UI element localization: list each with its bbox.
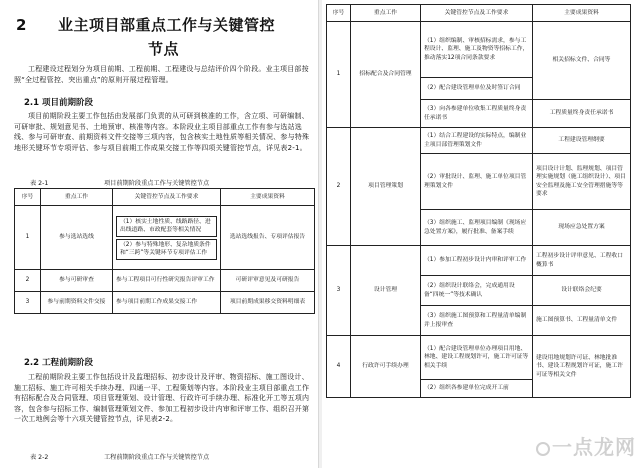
node-item: （3）组织施工图预算和工程量清单编制并上报审查 xyxy=(421,306,533,336)
col-header-no: 序号 xyxy=(327,5,351,22)
row-work: 参与选站选线 xyxy=(41,206,113,270)
left-page xyxy=(0,0,318,468)
table-2-2-caption: 工程前期阶段重点工作与关键管控节点 xyxy=(104,454,210,461)
node-item: （2）审批设计、监理、施工单位项目管理策划文件 xyxy=(421,154,533,210)
table-row xyxy=(15,270,315,292)
table-row xyxy=(15,292,315,314)
row-no: 1 xyxy=(15,206,41,270)
chapter-title-line2: 节点 xyxy=(148,40,180,58)
row-work: 行政许可手续办理 xyxy=(351,336,421,398)
table-row xyxy=(327,128,631,154)
col-header-output: 主要成果资料 xyxy=(533,5,631,22)
row-nodes xyxy=(113,270,221,292)
row-no: 1 xyxy=(327,22,351,128)
row-no: 3 xyxy=(327,246,351,336)
table-header-row xyxy=(15,189,315,206)
section-heading-2-2: 2.2 工程前期阶段 xyxy=(24,358,94,368)
row-work: 参与可研审查 xyxy=(41,270,113,292)
row-output: 施工图预算书、工程量清单文件 xyxy=(533,306,631,336)
table-2-2-number: 表 2-2 xyxy=(30,454,49,461)
row-output: 工程建设管理纲要 xyxy=(533,128,631,154)
right-page xyxy=(322,0,640,468)
node-item: （2）组织各参建单位完成开工前 xyxy=(421,380,533,398)
watermark-text: 一点龙网 xyxy=(552,435,636,459)
row-work: 招标配合及合同管理 xyxy=(351,22,421,128)
table-header-row xyxy=(327,5,631,22)
row-output: 工程质量终身责任承诺书 xyxy=(533,100,631,128)
row-no: 3 xyxy=(15,292,41,314)
row-output: 项目前期成果移交资料明细表 xyxy=(221,292,315,314)
row-output: 设计联络会纪要 xyxy=(533,276,631,306)
col-header-nodes: 关键管控节点及工作要求 xyxy=(421,5,533,22)
node-item: （1）参加工程初步设计内审和评审工作 xyxy=(421,246,533,276)
col-header-no: 序号 xyxy=(15,189,41,206)
table-row xyxy=(327,246,631,276)
node-item: （2）配合建设管理单位及时签订合同 xyxy=(421,78,533,100)
node-item: （1）结合工程建设的实际特点，编制业主项目部管理策划文件 xyxy=(421,128,533,154)
col-header-work: 重点工作 xyxy=(351,5,421,22)
section-2-1-paragraph: 项目前期阶段主要工作包括由发展部门负责的从可研到核准的工作，含立项、可研编制、可研审批、规划意见书、土地预审、核准等内容。本阶段业主项目部重点工作有参与选站选线、参与可研审查、前期资料文件交接等三项内容，包含核实土地性质等相关情况、参与特殊地形关键环节专项评估、参与项目前期工作成果交接工作等四项关键管控节点，详见表2-1。 xyxy=(14,112,310,152)
col-header-nodes: 关键管控节点及工作要求 xyxy=(113,189,221,206)
row-no: 4 xyxy=(327,336,351,398)
node-item: 参与工程项目可行性研究报告评审工作 xyxy=(116,277,215,284)
node-item: （2）参与特殊地形、复杂地质条件和“三跨”等关键环节专项评估工作 xyxy=(116,239,217,260)
table-2-1-caption: 项目前期阶段重点工作与关键管控节点 xyxy=(104,180,210,187)
col-header-work: 重点工作 xyxy=(41,189,113,206)
row-output: 选站选线报告、专项评估报告 xyxy=(221,206,315,270)
table-row xyxy=(327,22,631,78)
row-work: 设计管理 xyxy=(351,246,421,336)
table-2-2 xyxy=(326,4,631,398)
row-output: 相关招标文件、合同等 xyxy=(533,22,631,100)
table-row xyxy=(327,336,631,380)
table-2-1 xyxy=(14,188,315,314)
row-output: 工程初步设计评审意见、工程收口概算书 xyxy=(533,246,631,276)
chapter-title-line1: 业主项目部重点工作与关键管控 xyxy=(58,16,276,34)
node-item: （2）组织设计联络会，完成通用设备“四统一”等技术确认 xyxy=(421,276,533,306)
row-output: 可研评审意见及可研报告 xyxy=(221,270,315,292)
node-item: 参与项目前期工作成果交接工作 xyxy=(116,299,198,306)
table-2-1-number: 表 2-1 xyxy=(30,180,49,187)
table-row xyxy=(15,206,315,270)
row-nodes xyxy=(113,206,221,270)
col-header-output: 主要成果资料 xyxy=(221,189,315,206)
node-item: （3）向各参建单位收集工程质量终身责任承诺书 xyxy=(421,100,533,128)
row-nodes xyxy=(113,292,221,314)
row-work: 项目管理策划 xyxy=(351,128,421,246)
watermark-logo-icon xyxy=(536,442,550,456)
section-2-2-paragraph: 工程前期阶段主要工作包括设计及监理招标、初步设计及评审、物资招标、施工图设计、施工招标、施工许可相关手续办理、四通一平、工程策划等内容。本阶段业主项目部重点工作有招标配合及合同管理、项目管理策划、设计管理、行政许可手续办理、标准化开工等五项内容，包含参与招标工作、编制管理策划文件、参加工程初步设计内审和评审工作、组织召开第一次工地例会等十六项关键管控节点，详见表2-2。 xyxy=(14,373,310,423)
watermark xyxy=(536,431,636,460)
row-output: 现场应急处置方案 xyxy=(533,210,631,246)
chapter-number: 2 xyxy=(16,16,27,34)
node-item: （1）配合建设管理单位办理项目用地、林地、建设工程规划许可，施工许可证等相关手续 xyxy=(421,336,533,380)
node-item: （1）核实土地性质、线路路径、进出线道路、市政配套等相关情况 xyxy=(116,216,217,237)
row-output: 项目设计计划、监理规划、项目管理实施规划（施工组织设计）、项目安全监理及施工安全管理措施等等要求 xyxy=(533,154,631,210)
row-no: 2 xyxy=(15,270,41,292)
row-no: 2 xyxy=(327,128,351,246)
intro-paragraph: 工程建设过程划分为项目前期、工程前期、工程建设与总结评价四个阶段。业主项目部按照“全过程管控、突出重点”的原则开展过程管理。 xyxy=(14,65,309,84)
node-item: （1）组织编制、审核招标需求，参与工程设计、监理、施工及物资等招标工作，推动落实12项合同条款要求 xyxy=(421,22,533,78)
row-output: 建设用地规划许可证、林地批准书、建设工程规划许可证，施工许可证等相关文件 xyxy=(533,336,631,398)
section-heading-2-1: 2.1 项目前期阶段 xyxy=(24,98,94,108)
node-item: （3）组织施工、监理项目编制《现场应急处置方案》，履行批准、备案手续 xyxy=(421,210,533,246)
row-work: 参与前期资料文件交接 xyxy=(41,292,113,314)
